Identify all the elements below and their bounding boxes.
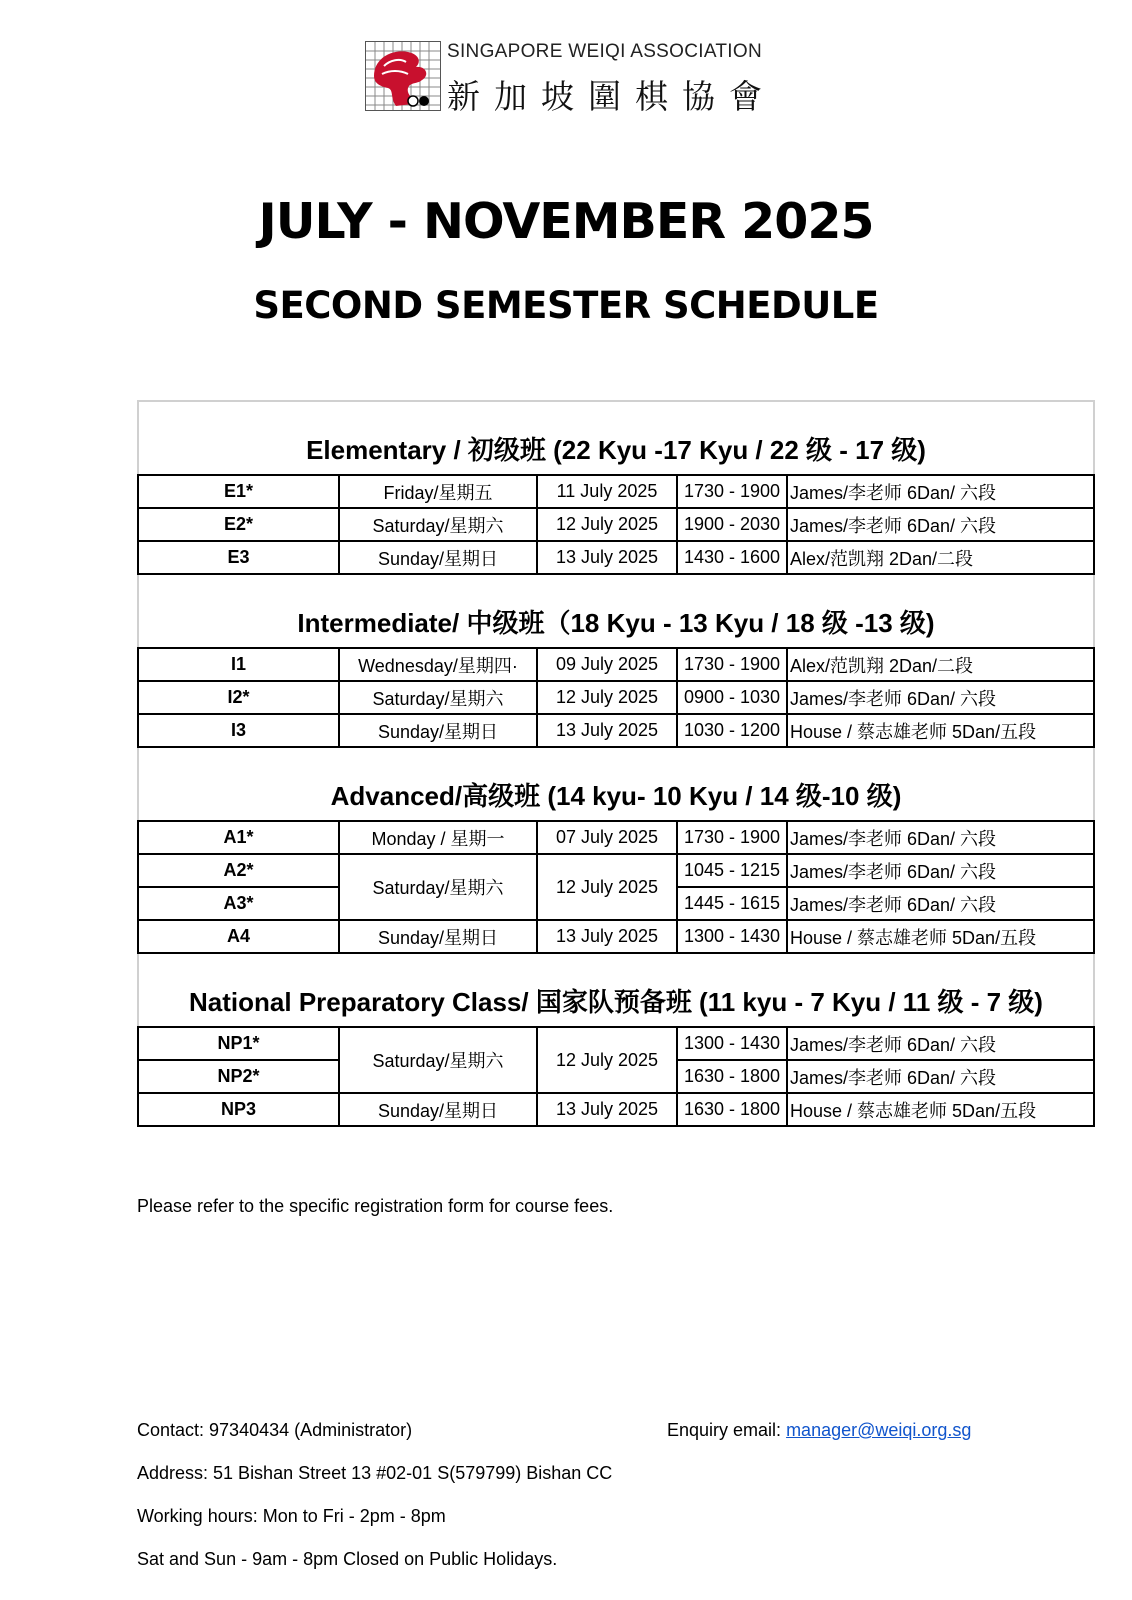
class-teacher: James/李老师 6Dan/ 六段 xyxy=(787,821,1094,854)
enquiry-email xyxy=(667,1420,971,1441)
logo-name-english: SINGAPORE WEIQI ASSOCIATION xyxy=(447,41,762,62)
class-teacher: James/李老师 6Dan/ 六段 xyxy=(787,887,1094,920)
email-link[interactable]: manager@weiqi.org.sg xyxy=(786,1420,972,1440)
class-teacher: James/李老师 6Dan/ 六段 xyxy=(787,475,1094,508)
class-time: 1730 - 1900 xyxy=(677,475,787,508)
table-row xyxy=(138,854,1094,887)
contact-info: Contact: 97340434 (Administrator) xyxy=(137,1420,413,1440)
class-day: Saturday/星期六 xyxy=(339,854,537,920)
class-code: I2* xyxy=(138,681,339,714)
class-day: Wednesday/星期四· xyxy=(339,648,537,681)
class-teacher: James/李老师 6Dan/ 六段 xyxy=(787,508,1094,541)
class-time: 1900 - 2030 xyxy=(677,508,787,541)
class-day: Sunday/星期日 xyxy=(339,714,537,747)
class-start-date: 12 July 2025 xyxy=(537,1027,677,1093)
class-time: 1430 - 1600 xyxy=(677,541,787,574)
class-time: 1045 - 1215 xyxy=(677,854,787,887)
class-teacher: House / 蔡志雄老师 5Dan/五段 xyxy=(787,920,1094,953)
class-time: 1300 - 1430 xyxy=(677,1027,787,1060)
class-code: A1* xyxy=(138,821,339,854)
class-start-date: 13 July 2025 xyxy=(537,714,677,747)
class-start-date: 13 July 2025 xyxy=(537,1093,677,1126)
national-preparatory-class-table xyxy=(137,1026,1095,1127)
class-time: 1730 - 1900 xyxy=(677,821,787,854)
class-day: Sunday/星期日 xyxy=(339,1093,537,1126)
class-teacher: House / 蔡志雄老师 5Dan/五段 xyxy=(787,714,1094,747)
class-start-date: 13 July 2025 xyxy=(537,920,677,953)
class-teacher: James/李老师 6Dan/ 六段 xyxy=(787,681,1094,714)
class-teacher: James/李老师 6Dan/ 六段 xyxy=(787,1027,1094,1060)
class-code: E2* xyxy=(138,508,339,541)
page-title: JULY - NOVEMBER 2025 xyxy=(258,193,874,250)
page-subtitle: SECOND SEMESTER SCHEDULE xyxy=(253,284,879,327)
class-day: Saturday/星期六 xyxy=(339,1027,537,1093)
class-code: I1 xyxy=(138,648,339,681)
class-time: 1445 - 1615 xyxy=(677,887,787,920)
class-teacher: James/李老师 6Dan/ 六段 xyxy=(787,1060,1094,1093)
weekend-hours: Sat and Sun - 9am - 8pm Closed on Public Holidays. xyxy=(137,1549,558,1569)
address: Address: 51 Bishan Street 13 #02-01 S(579799) Bishan CC xyxy=(137,1463,613,1483)
table-row xyxy=(138,681,1094,714)
class-start-date: 09 July 2025 xyxy=(537,648,677,681)
table-row xyxy=(138,1093,1094,1126)
table-row xyxy=(138,648,1094,681)
class-code: E3 xyxy=(138,541,339,574)
table-row xyxy=(138,1027,1094,1060)
section-heading-national-preparatory: National Preparatory Class/ 国家队预备班 (11 kyu - 7 Kyu / 11 级 - 7 级) xyxy=(189,987,1043,1017)
class-day: Sunday/星期日 xyxy=(339,920,537,953)
working-hours: Working hours: Mon to Fri - 2pm - 8pm xyxy=(137,1506,446,1526)
class-start-date: 12 July 2025 xyxy=(537,508,677,541)
intermediate-class-table xyxy=(137,647,1095,748)
class-time: 1300 - 1430 xyxy=(677,920,787,953)
section-heading-intermediate: Intermediate/ 中级班（18 Kyu - 13 Kyu / 18 级 -13 级) xyxy=(297,608,935,638)
fees-note: Please refer to the specific registration form for course fees. xyxy=(137,1196,614,1216)
class-code: NP3 xyxy=(138,1093,339,1126)
table-row xyxy=(138,821,1094,854)
section-heading-elementary: Elementary / 初级班 (22 Kyu -17 Kyu / 22 级 - 17 级) xyxy=(306,435,926,465)
class-time: 1630 - 1800 xyxy=(677,1060,787,1093)
elementary-class-table xyxy=(137,474,1095,575)
class-time: 1630 - 1800 xyxy=(677,1093,787,1126)
class-code: NP2* xyxy=(138,1060,339,1093)
class-code: A3* xyxy=(138,887,339,920)
class-day: Monday / 星期一 xyxy=(339,821,537,854)
class-start-date: 13 July 2025 xyxy=(537,541,677,574)
class-time: 1730 - 1900 xyxy=(677,648,787,681)
class-time: 1030 - 1200 xyxy=(677,714,787,747)
table-row xyxy=(138,508,1094,541)
association-logo xyxy=(365,41,776,116)
class-day: Sunday/星期日 xyxy=(339,541,537,574)
class-code: A4 xyxy=(138,920,339,953)
schedule-table xyxy=(137,400,1095,1127)
class-code: NP1* xyxy=(138,1027,339,1060)
class-start-date: 12 July 2025 xyxy=(537,681,677,714)
class-teacher: House / 蔡志雄老师 5Dan/五段 xyxy=(787,1093,1094,1126)
logo-emblem xyxy=(365,41,441,111)
class-teacher: James/李老师 6Dan/ 六段 xyxy=(787,854,1094,887)
class-teacher: Alex/范凯翔 2Dan/二段 xyxy=(787,648,1094,681)
table-row xyxy=(138,714,1094,747)
section-heading-advanced: Advanced/高级班 (14 kyu- 10 Kyu / 14 级-10 级) xyxy=(330,781,902,811)
table-row xyxy=(138,475,1094,508)
class-code: I3 xyxy=(138,714,339,747)
class-code: E1* xyxy=(138,475,339,508)
advanced-class-table xyxy=(137,820,1095,954)
table-row xyxy=(138,920,1094,953)
class-day: Saturday/星期六 xyxy=(339,508,537,541)
logo-name-chinese: 新加坡圍棋協會 xyxy=(447,77,776,116)
class-start-date: 07 July 2025 xyxy=(537,821,677,854)
class-day: Saturday/星期六 xyxy=(339,681,537,714)
class-start-date: 12 July 2025 xyxy=(537,854,677,920)
class-start-date: 11 July 2025 xyxy=(537,475,677,508)
class-teacher: Alex/范凯翔 2Dan/二段 xyxy=(787,541,1094,574)
class-day: Friday/星期五 xyxy=(339,475,537,508)
table-row xyxy=(138,541,1094,574)
class-time: 0900 - 1030 xyxy=(677,681,787,714)
enquiry-email-label: Enquiry email: xyxy=(667,1420,787,1440)
class-code: A2* xyxy=(138,854,339,887)
